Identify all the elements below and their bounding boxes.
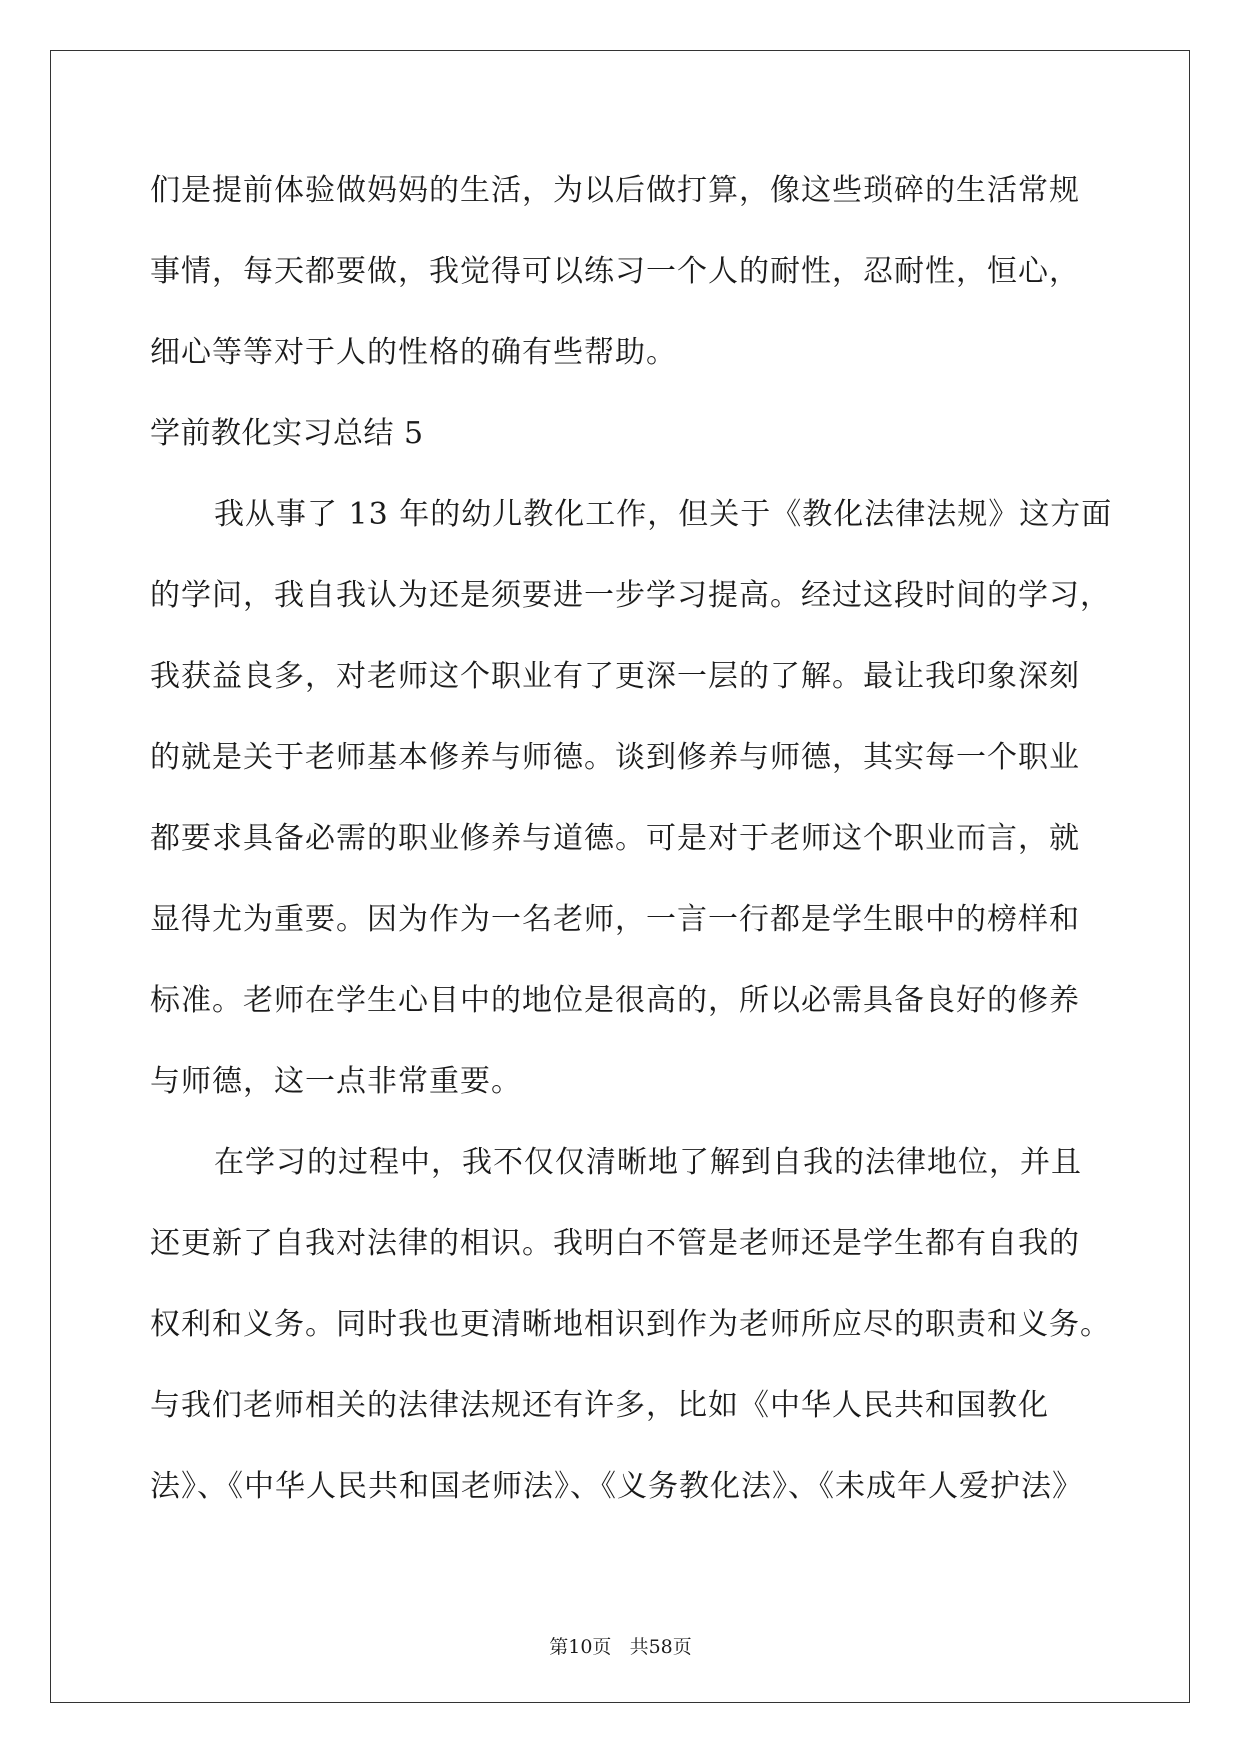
text-line: 还更新了自我对法律的相识。我明白不管是老师还是学生都有自我的	[150, 1226, 1080, 1261]
text-line: 显得尤为重要。因为作为一名老师，一言一行都是学生眼中的榜样和	[150, 902, 1080, 937]
text-line: 与师德，这一点非常重要。	[150, 1064, 522, 1099]
paragraph-first-line: 我从事了 13 年的幼儿教化工作，但关于《教化法律法规》这方面	[214, 497, 1113, 532]
total-pages: 共58页	[629, 1636, 692, 1658]
document-body	[150, 160, 1113, 1537]
text-line: 我获益良多，对老师这个职业有了更深一层的了解。最让我印象深刻	[150, 659, 1080, 694]
text-line: 权利和义务。同时我也更清晰地相识到作为老师所应尽的职责和义务。	[150, 1307, 1111, 1342]
text-line: 事情，每天都要做，我觉得可以练习一个人的耐性，忍耐性，恒心，	[150, 254, 1080, 289]
text-line: 细心等等对于人的性格的确有些帮助。	[150, 335, 677, 370]
text-line: 都要求具备必需的职业修养与道德。可是对于老师这个职业而言，就	[150, 821, 1080, 856]
page-footer	[0, 1632, 1241, 1659]
text-line: 与我们老师相关的法律法规还有许多，比如《中华人民共和国教化	[150, 1388, 1049, 1423]
page-number: 第10页	[549, 1636, 612, 1658]
text-line: 的就是关于老师基本修养与师德。谈到修养与师德，其实每一个职业	[150, 740, 1080, 775]
text-line: 标准。老师在学生心目中的地位是很高的，所以必需具备良好的修养	[150, 983, 1080, 1018]
text-line: 的学问，我自我认为还是须要进一步学习提高。经过这段时间的学习，	[150, 578, 1111, 613]
paragraph-first-line: 在学习的过程中，我不仅仅清晰地了解到自我的法律地位，并且	[214, 1145, 1082, 1180]
section-heading: 学前教化实习总结 5	[150, 416, 424, 451]
text-line: 们是提前体验做妈妈的生活，为以后做打算，像这些琐碎的生活常规	[150, 173, 1080, 208]
text-line: 法》、《中华人民共和国老师法》、《义务教化法》、《未成年人爱护法》	[150, 1469, 1083, 1504]
